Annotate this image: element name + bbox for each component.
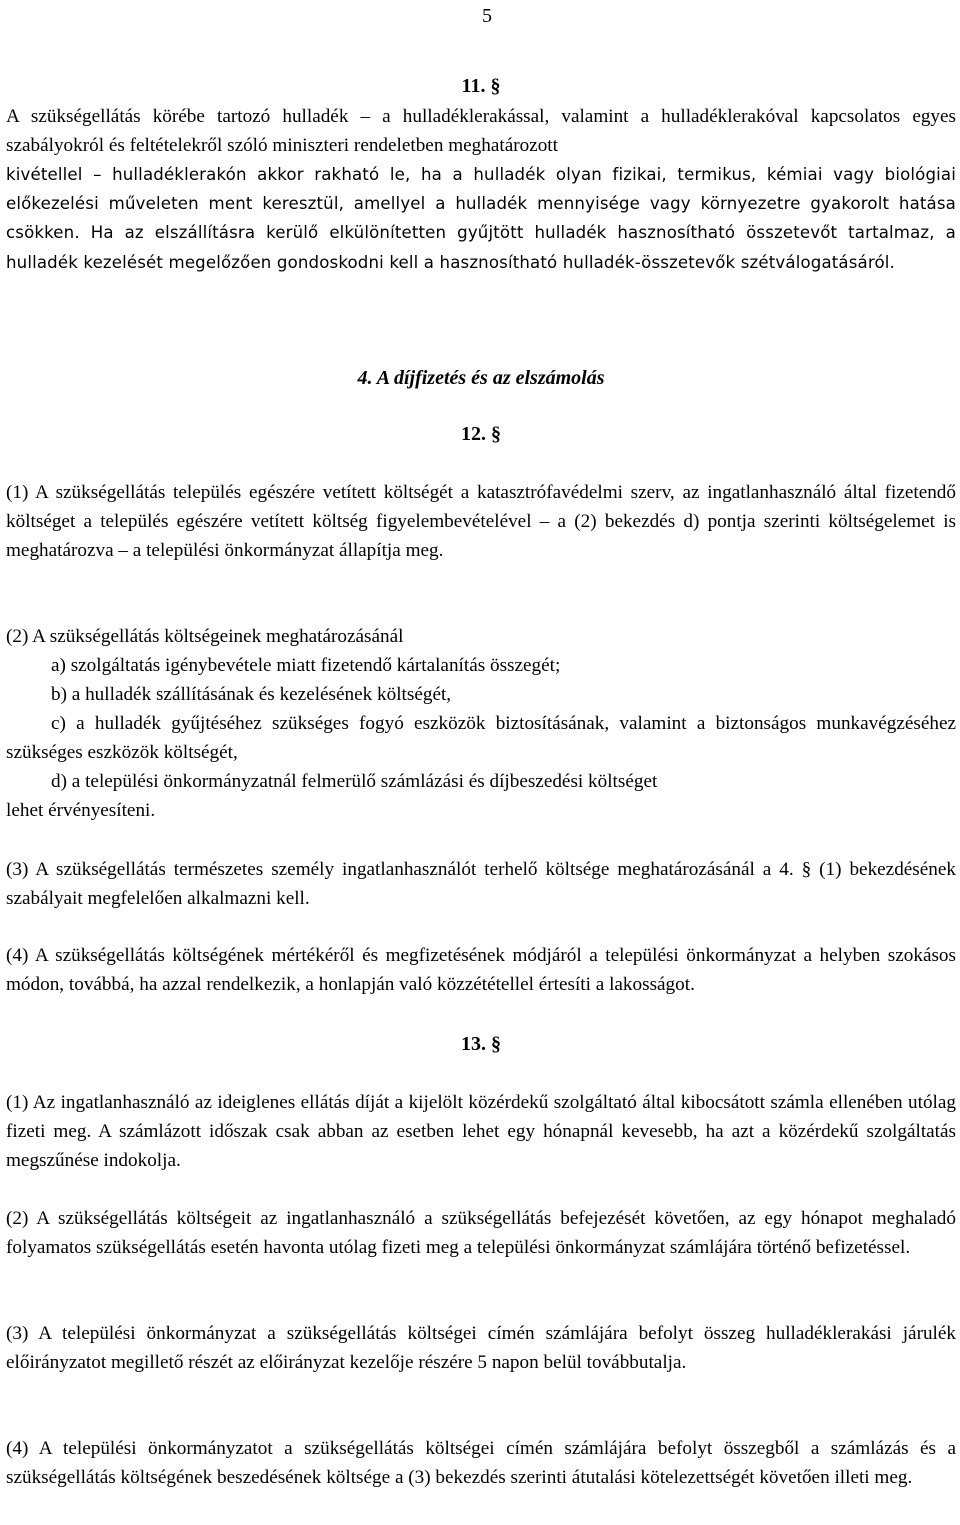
- section-12-paragraph-4: [6, 941, 956, 999]
- section-12-p4-text: (4) A szükségellátás költségének mértékéről és megfizetésének módjáról a települési önkormányzat a helyben szokásos módon, továbbá, ha azzal rendelkezik, a honlapján való közzététellel értesíti a lakosságot.: [6, 945, 956, 995]
- section-11-heading: 11. §: [461, 75, 501, 97]
- section-12-paragraph-1: [6, 478, 956, 565]
- section-12-p1-text: (1) A szükségellátás település egészére vetített költségét a katasztrófavédelmi szerv, az ingatlanhasználó által fizetendő költséget a település egészére vetített költség figyelembevételével – a (2) bekezdés d) pontja szerinti költségelemet is meghatározva – a települési önkormányzat állapítja meg.: [6, 482, 956, 561]
- page-number: 5: [482, 5, 492, 27]
- section-13-paragraph-1: [6, 1088, 956, 1175]
- section-11-paragraph: [6, 102, 956, 277]
- section-12-p2-closing: lehet érvényesíteni.: [6, 800, 156, 821]
- section-12-paragraph-2: [6, 622, 956, 825]
- section-12-p2-item-a: a) szolgáltatás igénybevétele miatt fizetendő kártalanítás összegét;: [51, 655, 561, 676]
- section-13-heading: 13. §: [461, 1033, 501, 1055]
- section-13-paragraph-2: [6, 1204, 956, 1262]
- section-12-heading: 12. §: [461, 423, 501, 445]
- section-13-p3-text: (3) A települési önkormányzat a szükségellátás költségei címén számlájára befolyt összeg hulladéklerakási járulék előirányzatot megillető részét az előirányzat kezelője részére 5 napon belül továbbutalja.: [6, 1323, 956, 1373]
- section-11-text-serif: A szükségellátás körébe tartozó hulladék – a hulladéklerakással, valamint a hulladéklerakóval kapcsolatos egyes szabályokról és feltételekről szóló miniszteri rendeletben meghatározott: [6, 106, 956, 156]
- section-13-p1-text: (1) Az ingatlanhasználó az ideiglenes ellátás díját a kijelölt közérdekű szolgáltató által kibocsátott számla ellenében utólag fizeti meg. A számlázott időszak csak abban az esetben lehet egy hónapnál kevesebb, ha azt a közérdekű szolgáltatás megszűnése indokolja.: [6, 1092, 956, 1171]
- chapter-4-title: 4. A díjfizetés és az elszámolás: [357, 367, 605, 389]
- section-11-text-sans: kivétellel – hulladéklerakón akkor rakható le, ha a hulladék olyan fizikai, termikus, kémiai vagy biológiai előkezelési műveleten ment keresztül, amellyel a hulladék mennyisége vagy környezetre gyakorolt hatása csökken. Ha az elszállításra kerülő elkülönítetten gyűjtött hulladék hasznosítható összetevőt tartalmaz, a hulladék kezelését megelőzően gondoskodni kell a hasznosítható hulladék-összetevők szétválogatásáról.: [6, 165, 956, 272]
- section-13-p2-text: (2) A szükségellátás költségeit az ingatlanhasználó a szükségellátás befejezését követően, az egy hónapot meghaladó folyamatos szükségellátás esetén havonta utólag fizeti meg a települési önkormányzat számlájára történő befizetéssel.: [6, 1208, 956, 1258]
- section-13-paragraph-4: [6, 1434, 956, 1492]
- section-12-p2-item-b: b) a hulladék szállításának és kezelésének költségét,: [51, 684, 452, 705]
- section-13-p4-text: (4) A települési önkormányzatot a szükségellátás költségei címén számlájára befolyt összegből a számlázás és a szükségellátás költségének beszedésének költsége a (3) bekezdés szerinti átutalási kötelezettségét követően illeti meg.: [6, 1438, 956, 1488]
- section-12-paragraph-3: [6, 855, 956, 913]
- section-13-paragraph-3: [6, 1319, 956, 1377]
- section-12-p2-item-c: c) a hulladék gyűjtéséhez szükséges fogyó eszközök biztosításának, valamint a biztonságos munkavégzéséhez szükséges eszközök költségét,: [6, 713, 956, 763]
- section-12-p3-text: (3) A szükségellátás természetes személy ingatlanhasználót terhelő költsége meghatározásánál a 4. § (1) bekezdésének szabályait megfelelően alkalmazni kell.: [6, 859, 956, 909]
- section-12-p2-item-d: d) a települési önkormányzatnál felmerülő számlázási és díjbeszedési költséget: [51, 771, 658, 792]
- section-12-p2-intro: (2) A szükségellátás költségeinek meghatározásánál: [6, 626, 404, 647]
